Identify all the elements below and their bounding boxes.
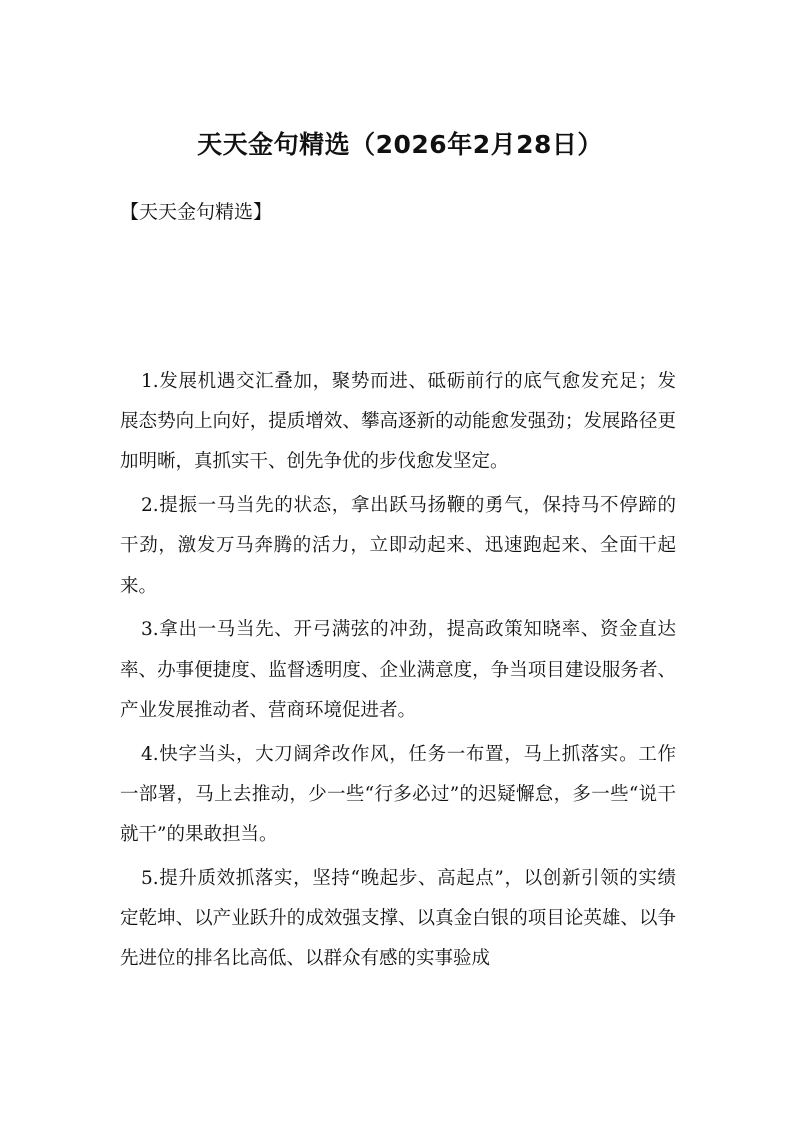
paragraph-5: 5.提升质效抓落实，坚持“晚起步、高起点”，以创新引领的实绩定乾坤、以产业跃升的成效强支撑、以真金白银的项目论英雄、以争先进位的排名比高低、以群众有感的实事验成: [120, 867, 676, 970]
section-label: 【天天金句精选】: [120, 201, 273, 223]
document-title: 天天金句精选（2026年2月28日）: [197, 130, 603, 159]
document-body: [120, 362, 676, 983]
paragraph-2: 2.提振一马当先的状态，拿出跃马扬鞭的勇气，保持马不停蹄的干劲，激发万马奔腾的活力，立即动起来、迅速跑起来、全面干起来。: [120, 495, 676, 597]
paragraph-1: 1.发展机遇交汇叠加，聚势而进、砥砺前行的底气愈发充足；发展态势向上向好，提质增效、攀高逐新的动能愈发强劲；发展路径更加明晰，真抓实干、创先争优的步伐愈发坚定。: [120, 371, 676, 473]
paragraph-3: 3.拿出一马当先、开弓满弦的冲劲，提高政策知晓率、资金直达率、办事便捷度、监督透明度、企业满意度，争当项目建设服务者、产业发展推动者、营商环境促进者。: [120, 619, 676, 721]
paragraph-4: 4.快字当头，大刀阔斧改作风，任务一布置，马上抓落实。工作一部署，马上去推动，少一些“行多必过”的迟疑懈怠，多一些“说干就干”的果敢担当。: [120, 743, 676, 846]
